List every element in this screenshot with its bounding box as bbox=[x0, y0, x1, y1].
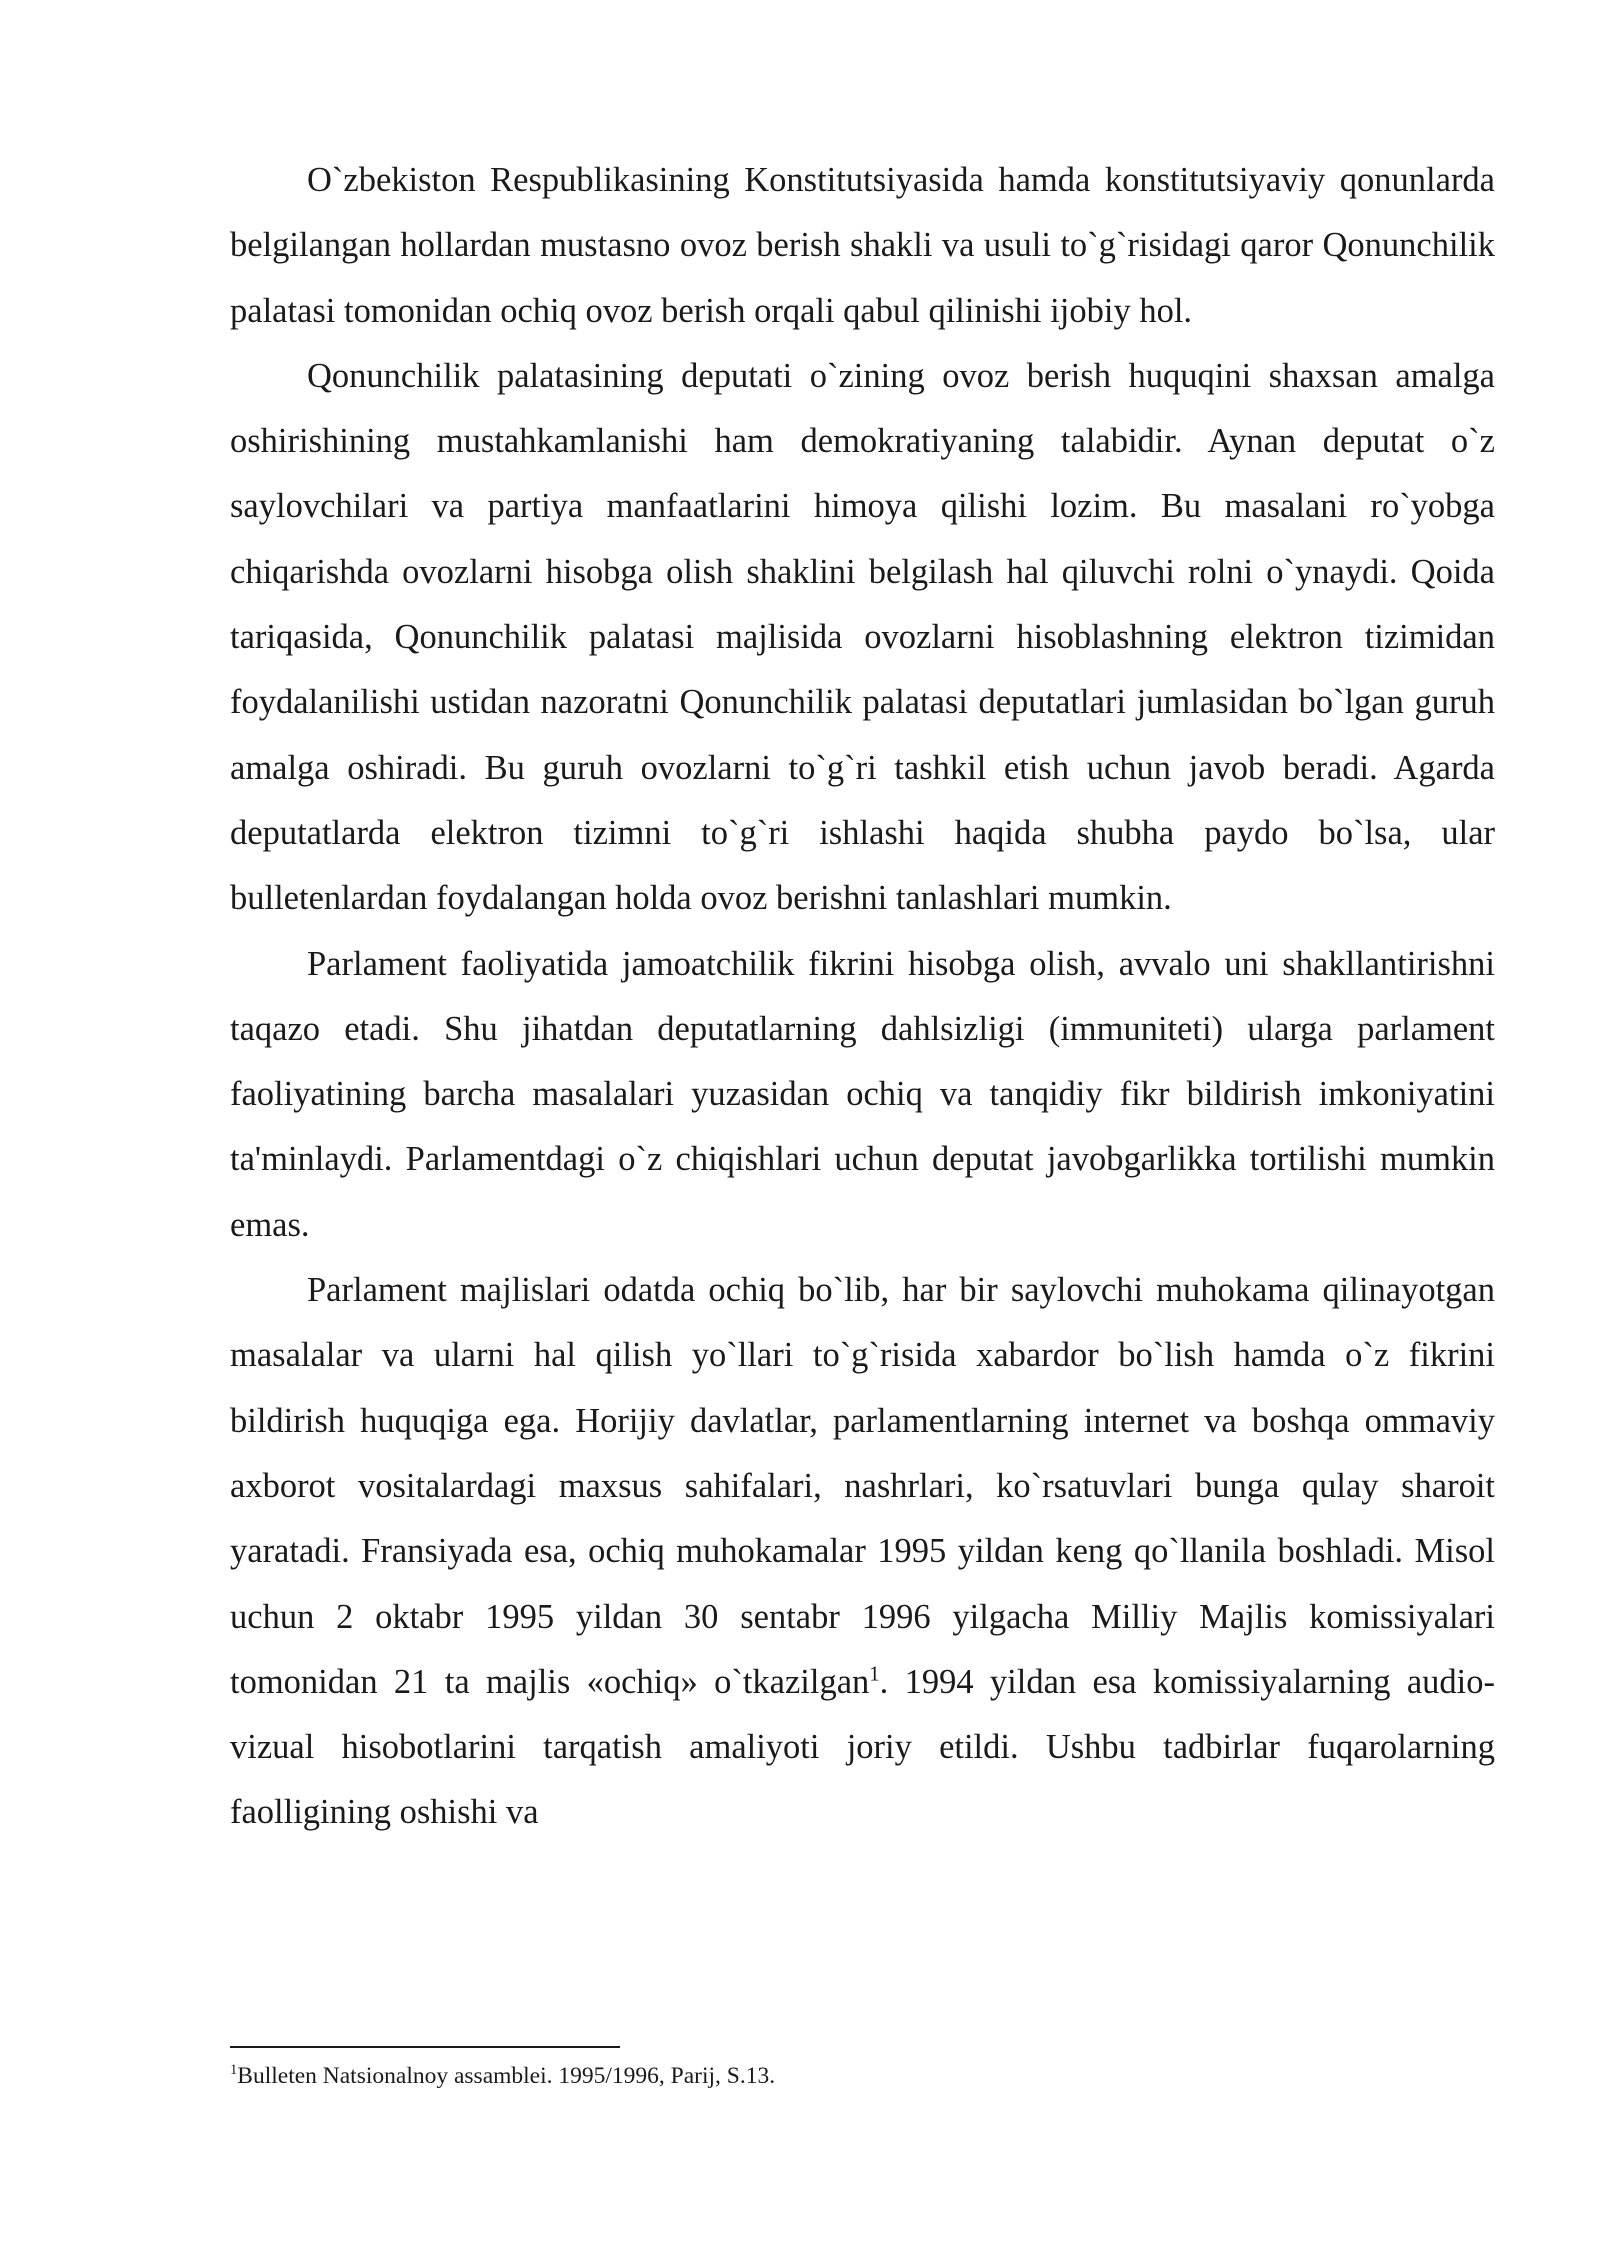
paragraph-4-text-after-note: . 1994 yildan esa komissiyalarning audio-vizual hisobotlarini tarqatish amaliyoti joriy etildi. Ushbu tadbirlar fuqarolarning faolligining oshishi va bbox=[230, 1662, 1495, 1832]
document-body bbox=[230, 148, 1495, 1846]
footnote-reference: 1 bbox=[869, 1663, 880, 1686]
paragraph-2: Qonunchilik palatasining deputati o`zining ovoz berish huquqini shaxsan amalga oshirishining mustahkamlanishi ham demokratiyaning talabidir. Aynan deputat o`z saylovchilari va partiya manfaatlarini himoya qilishi lozim. Bu masalani ro`yobga chiqarishda ovozlarni hisobga olish shaklini belgilash hal qiluvchi rolni o`ynaydi. Qoida tariqasida, Qonunchilik palatasi majlisida ovozlarni hisoblashning elektron tizimidan foydalanilishi ustidan nazoratni Qonunchilik palatasi deputatlari jumlasidan bo`lgan guruh amalga oshiradi. Bu guruh ovozlarni to`g`ri tashkil etish uchun javob beradi. Agarda deputatlarda elektron tizimni to`g`ri ishlashi haqida shubha paydo bo`lsa, ular bulletenlardan foydalangan holda ovoz berishni tanlashlari mumkin. bbox=[230, 356, 1495, 918]
footnote-separator bbox=[230, 2046, 620, 2048]
footnote-marker: 1 bbox=[230, 2062, 238, 2079]
paragraph-1: O`zbekiston Respublikasining Konstitutsiyasida hamda konstitutsiyaviy qonunlarda belgilangan hollardan mustasno ovoz berish shakli va usuli to`g`risidagi qaror Qonunchilik palatasi tomonidan ochiq ovoz berish orqali qabul qilinishi ijobiy hol. bbox=[230, 161, 1495, 330]
paragraph-3: Parlament faoliyatida jamoatchilik fikrini hisobga olish, avvalo uni shakllantirishni taqazo etadi. Shu jihatdan deputatlarning dahlsizligi (immuniteti) ularga parlament faoliyatining barcha masalalari yuzasidan ochiq va tanqidiy fikr bildirish imkoniyatini ta'minlaydi. Parlamentdagi o`z chiqishlari uchun deputat javobgarlikka tortilishi mumkin emas. bbox=[230, 944, 1495, 1244]
paragraph-4 bbox=[230, 1258, 1495, 1846]
paragraph-4-text-before-note: Parlament majlislari odatda ochiq bo`lib, har bir saylovchi muhokama qilinayotgan masalalar va ularni hal qilish yo`llari to`g`risida xabardor bo`lish hamda o`z fikrini bildirish huquqiga ega. Horijiy davlatlar, parlamentlarning internet va boshqa ommaviy axborot vositalardagi maxsus sahifalari, nashrlari, ko`rsatuvlari bunga qulay sharoit yaratadi. Fransiyada esa, ochiq muhokamalar 1995 yildan keng qo`llanila boshladi. Misol uchun 2 oktabr 1995 yildan 30 sentabr 1996 yilgacha Milliy Majlis komissiyalari tomonidan 21 ta majlis «ochiq» o`tkazilgan bbox=[230, 1271, 1495, 1701]
footnote bbox=[230, 2061, 1495, 2091]
footnote-text: Bulleten Natsionalnoy assamblei. 1995/1996, Parij, S.13. bbox=[237, 2063, 776, 2089]
